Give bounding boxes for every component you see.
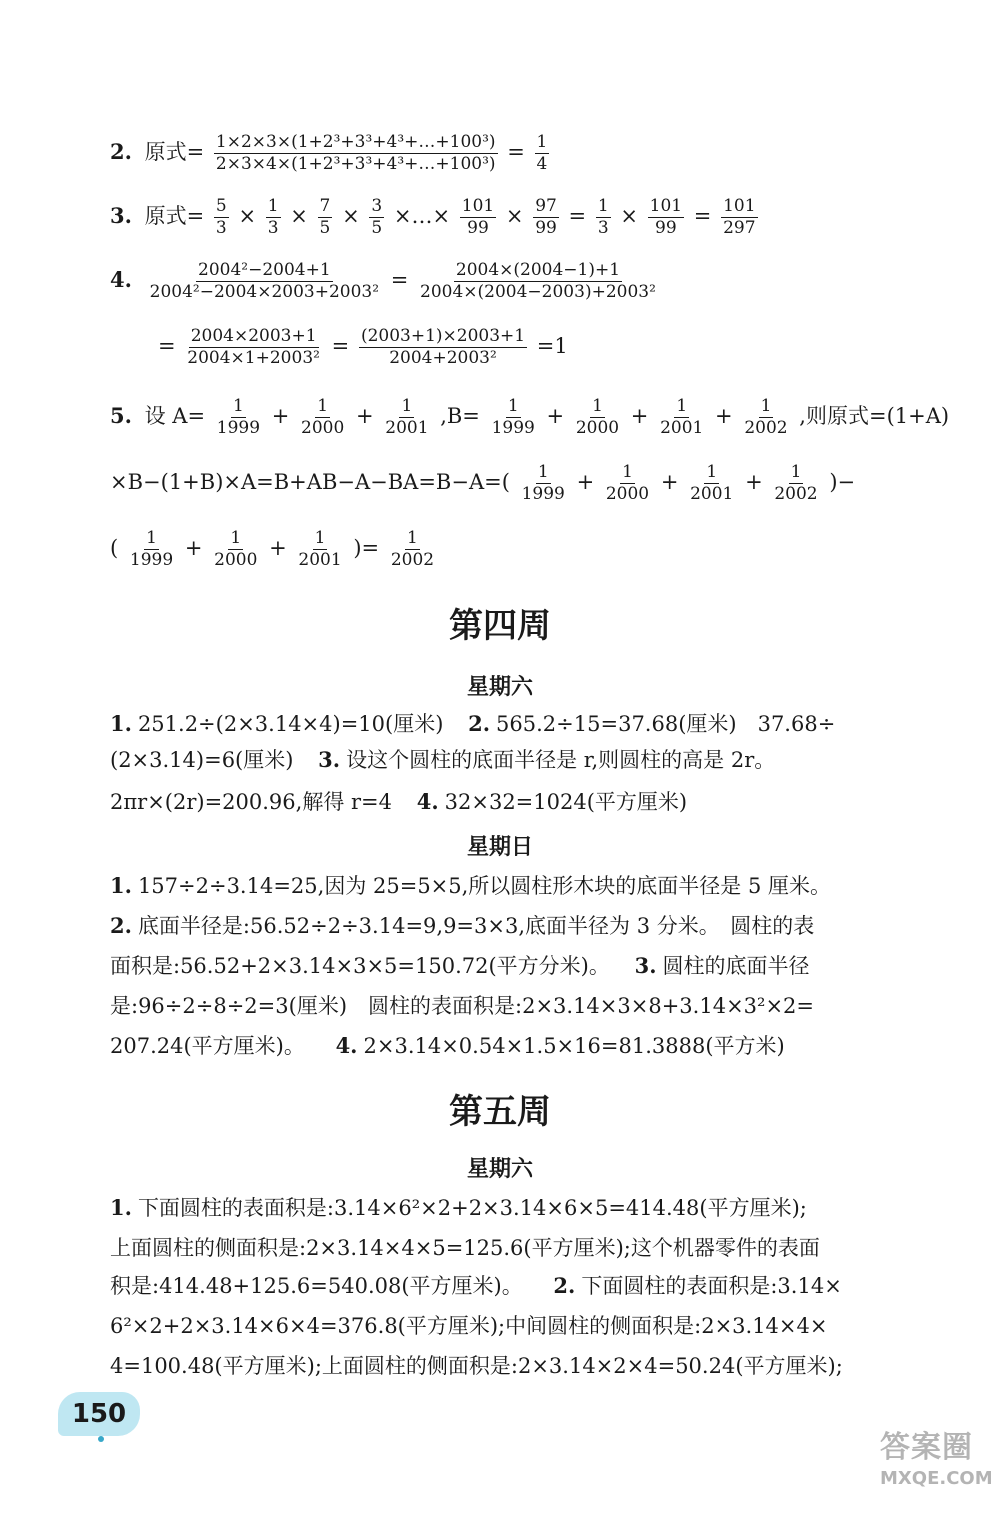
operator: + <box>355 404 374 428</box>
denominator: 2001 <box>660 418 704 438</box>
numerator: 1×2×3×(1+2³+3³+4³+…+100³) <box>215 132 496 152</box>
fraction <box>148 260 381 303</box>
fraction <box>418 260 658 303</box>
text: ×B−(1+B)×A=B+AB−A−BA=B−A=( <box>110 470 510 494</box>
item-number: 4. <box>416 789 439 814</box>
operator: ×…× <box>393 204 451 228</box>
week4-sat-line <box>110 710 905 738</box>
fraction <box>383 396 430 439</box>
denominator: 2000 <box>214 550 258 570</box>
answer-4-continued <box>158 322 858 370</box>
fraction <box>215 396 262 439</box>
week4-sun-line <box>110 912 905 940</box>
watermark-url: MXQE.COM <box>880 1468 993 1489</box>
numerator: 1 <box>537 462 549 482</box>
answer-text: 是:96÷2÷8÷2=3(厘米) 圆柱的表面积是:2×3.14×3×8+3.14×3²×2= <box>110 994 814 1018</box>
fraction <box>296 528 343 571</box>
denominator: 99 <box>535 218 557 238</box>
denominator: 5 <box>371 218 383 238</box>
day-heading: 星期六 <box>466 675 533 700</box>
item-number: 3. <box>634 953 657 978</box>
answer-text: 上面圆柱的侧面积是:2×3.14×4×5=125.6(平方厘米);这个机器零件的表面 <box>110 1236 820 1260</box>
item-number: 4. <box>335 1033 358 1058</box>
operator: × <box>505 204 524 228</box>
numerator: (2003+1)×2003+1 <box>360 326 526 346</box>
item-number: 3. <box>318 747 341 772</box>
item-number: 2. <box>110 139 132 164</box>
fraction <box>658 396 705 439</box>
fraction <box>535 132 550 175</box>
fraction <box>742 396 789 439</box>
week-heading: 第五周 <box>449 1092 551 1132</box>
operator: = <box>693 204 712 228</box>
denominator: 2000 <box>575 418 620 438</box>
week4-sun-line <box>110 1032 905 1060</box>
item-number: 5. <box>110 403 132 428</box>
denominator: 2001 <box>690 484 734 504</box>
operator: × <box>342 204 360 228</box>
answer-text: 下面圆柱的表面积是:3.14×6²×2+2×3.14×6×5=414.48(平方厘米); <box>137 1196 807 1220</box>
denominator: 2×3×4×(1+2³+3³+4³+…+100³) <box>215 154 496 174</box>
numerator: 1 <box>314 528 326 548</box>
numerator: 1 <box>592 396 603 416</box>
operator: + <box>184 536 203 560</box>
week-heading: 第四周 <box>449 606 551 646</box>
operator: × <box>620 204 638 228</box>
denominator: 3 <box>215 218 227 238</box>
operator: = <box>331 334 350 358</box>
denominator: 2004+2003² <box>389 348 497 368</box>
fraction <box>574 396 621 439</box>
fraction <box>369 196 384 239</box>
fraction <box>721 196 757 239</box>
denominator: 3 <box>597 218 609 238</box>
fraction <box>266 196 281 239</box>
numerator: 7 <box>319 196 331 216</box>
denominator: 2001 <box>385 418 429 438</box>
fraction <box>318 196 333 239</box>
denominator: 3 <box>267 218 279 238</box>
numerator: 97 <box>535 196 557 216</box>
answer-lead: 设 A= <box>144 404 206 428</box>
denominator: 99 <box>467 218 489 238</box>
item-number: 1. <box>110 711 132 736</box>
denominator: 2004²−2004×2003+2003² <box>149 282 380 302</box>
day-heading: 星期日 <box>466 835 533 860</box>
week4-sun-line <box>110 952 905 980</box>
numerator: 2004²−2004+1 <box>198 260 331 280</box>
numerator: 5 <box>215 196 227 216</box>
answer-text: 2×3.14×0.54×1.5×16=81.3888(平方米) <box>363 1034 785 1058</box>
answer-text: (2×3.14)=6(厘米) <box>110 748 294 772</box>
denominator: 1999 <box>216 418 261 438</box>
numerator: 1 <box>146 528 157 548</box>
fraction <box>596 196 611 239</box>
denominator: 2004×1+2003² <box>187 348 320 368</box>
fraction <box>604 462 651 505</box>
fraction <box>214 132 498 175</box>
operator: × <box>290 204 308 228</box>
answer-text: 底面半径是:56.52÷2÷3.14=9,9=3×3,底面半径为 3 分米。 圆柱的表 <box>137 914 815 938</box>
watermark-logo <box>880 1422 995 1502</box>
week4-sat-line <box>110 746 905 774</box>
fraction <box>185 326 322 369</box>
answer-4 <box>110 256 905 304</box>
answer-text: 6²×2+2×3.14×6×4=376.8(平方厘米);中间圆柱的侧面积是:2×3.14×4× <box>110 1314 828 1338</box>
numerator: 101 <box>723 196 756 216</box>
answer-text: 面积是:56.52+2×3.14×3×5=150.72(平方分米)。 <box>110 954 610 978</box>
item-number: 2. <box>468 711 491 736</box>
item-number: 2. <box>110 913 132 938</box>
week5-sat-line <box>110 1352 905 1380</box>
operator: + <box>630 404 649 428</box>
numerator: 1 <box>676 396 688 416</box>
operator: + <box>271 404 290 428</box>
numerator: 1 <box>507 396 519 416</box>
item-number: 1. <box>110 873 132 898</box>
numerator: 2004×2003+1 <box>190 326 317 346</box>
fraction <box>648 196 684 239</box>
numerator: 1 <box>267 196 279 216</box>
numerator: 1 <box>230 528 242 548</box>
denominator: 2000 <box>301 418 345 438</box>
text: ( <box>110 536 119 560</box>
operator: ,B= <box>440 404 480 428</box>
operator: × <box>238 204 257 228</box>
fraction <box>214 196 229 239</box>
denominator: 2002 <box>774 484 818 504</box>
denominator: 99 <box>655 218 677 238</box>
numerator: 1 <box>706 462 718 482</box>
denominator: 297 <box>723 218 756 238</box>
numerator: 1 <box>317 396 329 416</box>
answer-lead: 原式= <box>144 204 205 228</box>
answer-2 <box>110 128 905 176</box>
denominator: 2001 <box>298 550 342 570</box>
denominator: 5 <box>319 218 331 238</box>
fraction <box>212 528 259 571</box>
text: ,则原式=(1+A) <box>799 404 950 428</box>
denominator: 2004×(2004−2003)+2003² <box>420 282 656 302</box>
week5-sat-line <box>110 1234 905 1262</box>
answer-5-continued <box>110 458 905 506</box>
denominator: 4 <box>536 154 548 174</box>
numerator: 1 <box>232 396 244 416</box>
numerator: 3 <box>371 196 383 216</box>
operator: + <box>660 470 679 494</box>
numerator: 1 <box>536 132 548 152</box>
operator: + <box>576 470 595 494</box>
week4-sun-line <box>110 872 905 900</box>
week5-sat-line <box>110 1194 905 1222</box>
operator: = <box>158 334 176 358</box>
answer-text: 下面圆柱的表面积是:3.14× <box>581 1274 842 1298</box>
answer-text: 设这个圆柱的底面半径是 r,则圆柱的高是 2r。 <box>346 748 776 772</box>
operator: = <box>390 268 409 292</box>
answer-text: 积是:414.48+125.6=540.08(平方厘米)。 <box>110 1274 523 1298</box>
answer-lead: 原式= <box>144 140 205 164</box>
fraction <box>772 462 819 505</box>
numerator: 1 <box>597 196 609 216</box>
numerator: 101 <box>461 196 495 216</box>
answer-text: 2πr×(2r)=200.96,解得 r=4 <box>110 790 393 814</box>
numerator: 1 <box>407 528 418 548</box>
answer-text: 565.2÷15=37.68(厘米) 37.68÷ <box>496 712 836 736</box>
operator: + <box>745 470 763 494</box>
week4-sun-line <box>110 992 905 1020</box>
numerator: 1 <box>790 462 802 482</box>
operator: = <box>568 204 587 228</box>
numerator: 2004×(2004−1)+1 <box>455 260 621 280</box>
numerator: 1 <box>622 462 633 482</box>
answer-text: 4=100.48(平方厘米);上面圆柱的侧面积是:2×3.14×2×4=50.24(平方厘米); <box>110 1354 843 1378</box>
text: )= <box>353 536 380 560</box>
fraction <box>490 396 537 439</box>
fraction <box>520 462 567 505</box>
numerator: 1 <box>401 396 413 416</box>
week5-sat-line <box>110 1272 905 1300</box>
answer-text: 32×32=1024(平方厘米) <box>444 790 688 814</box>
answer-5 <box>110 392 950 440</box>
fraction <box>128 528 175 571</box>
answer-text: 207.24(平方厘米)。 <box>110 1034 305 1058</box>
result: =1 <box>536 334 568 358</box>
answer-5-end <box>110 524 905 572</box>
operator: + <box>546 404 565 428</box>
text: )− <box>829 470 856 494</box>
item-number: 3. <box>110 203 132 228</box>
denominator: 2000 <box>605 484 650 504</box>
answer-text: 圆柱的底面半径 <box>662 954 810 978</box>
operator: + <box>269 536 287 560</box>
fraction <box>299 396 346 439</box>
denominator: 2002 <box>744 418 788 438</box>
answer-3 <box>110 192 905 240</box>
watermark-text: 答案圈 <box>880 1430 973 1465</box>
item-number: 4. <box>110 267 132 292</box>
fraction <box>460 196 496 239</box>
day-heading: 星期六 <box>466 1157 533 1182</box>
numerator: 101 <box>649 196 683 216</box>
item-number: 1. <box>110 1195 132 1220</box>
week5-sat-line <box>110 1312 905 1340</box>
numerator: 1 <box>760 396 772 416</box>
denominator: 1999 <box>521 484 565 504</box>
answer-text: 157÷2÷3.14=25,因为 25=5×5,所以圆柱形木块的底面半径是 5 厘米。 <box>137 874 832 898</box>
fraction <box>688 462 735 505</box>
week4-sat-line <box>110 788 905 816</box>
operator: = <box>507 140 525 164</box>
fraction <box>359 326 527 369</box>
page-number: 150 <box>58 1392 140 1436</box>
answer-text: 251.2÷(2×3.14×4)=10(厘米) <box>137 712 444 736</box>
item-number: 2. <box>553 1273 576 1298</box>
denominator: 2002 <box>390 550 435 570</box>
fraction <box>533 196 559 239</box>
operator: + <box>715 404 733 428</box>
denominator: 1999 <box>129 550 174 570</box>
denominator: 1999 <box>491 418 535 438</box>
fraction <box>389 528 436 571</box>
